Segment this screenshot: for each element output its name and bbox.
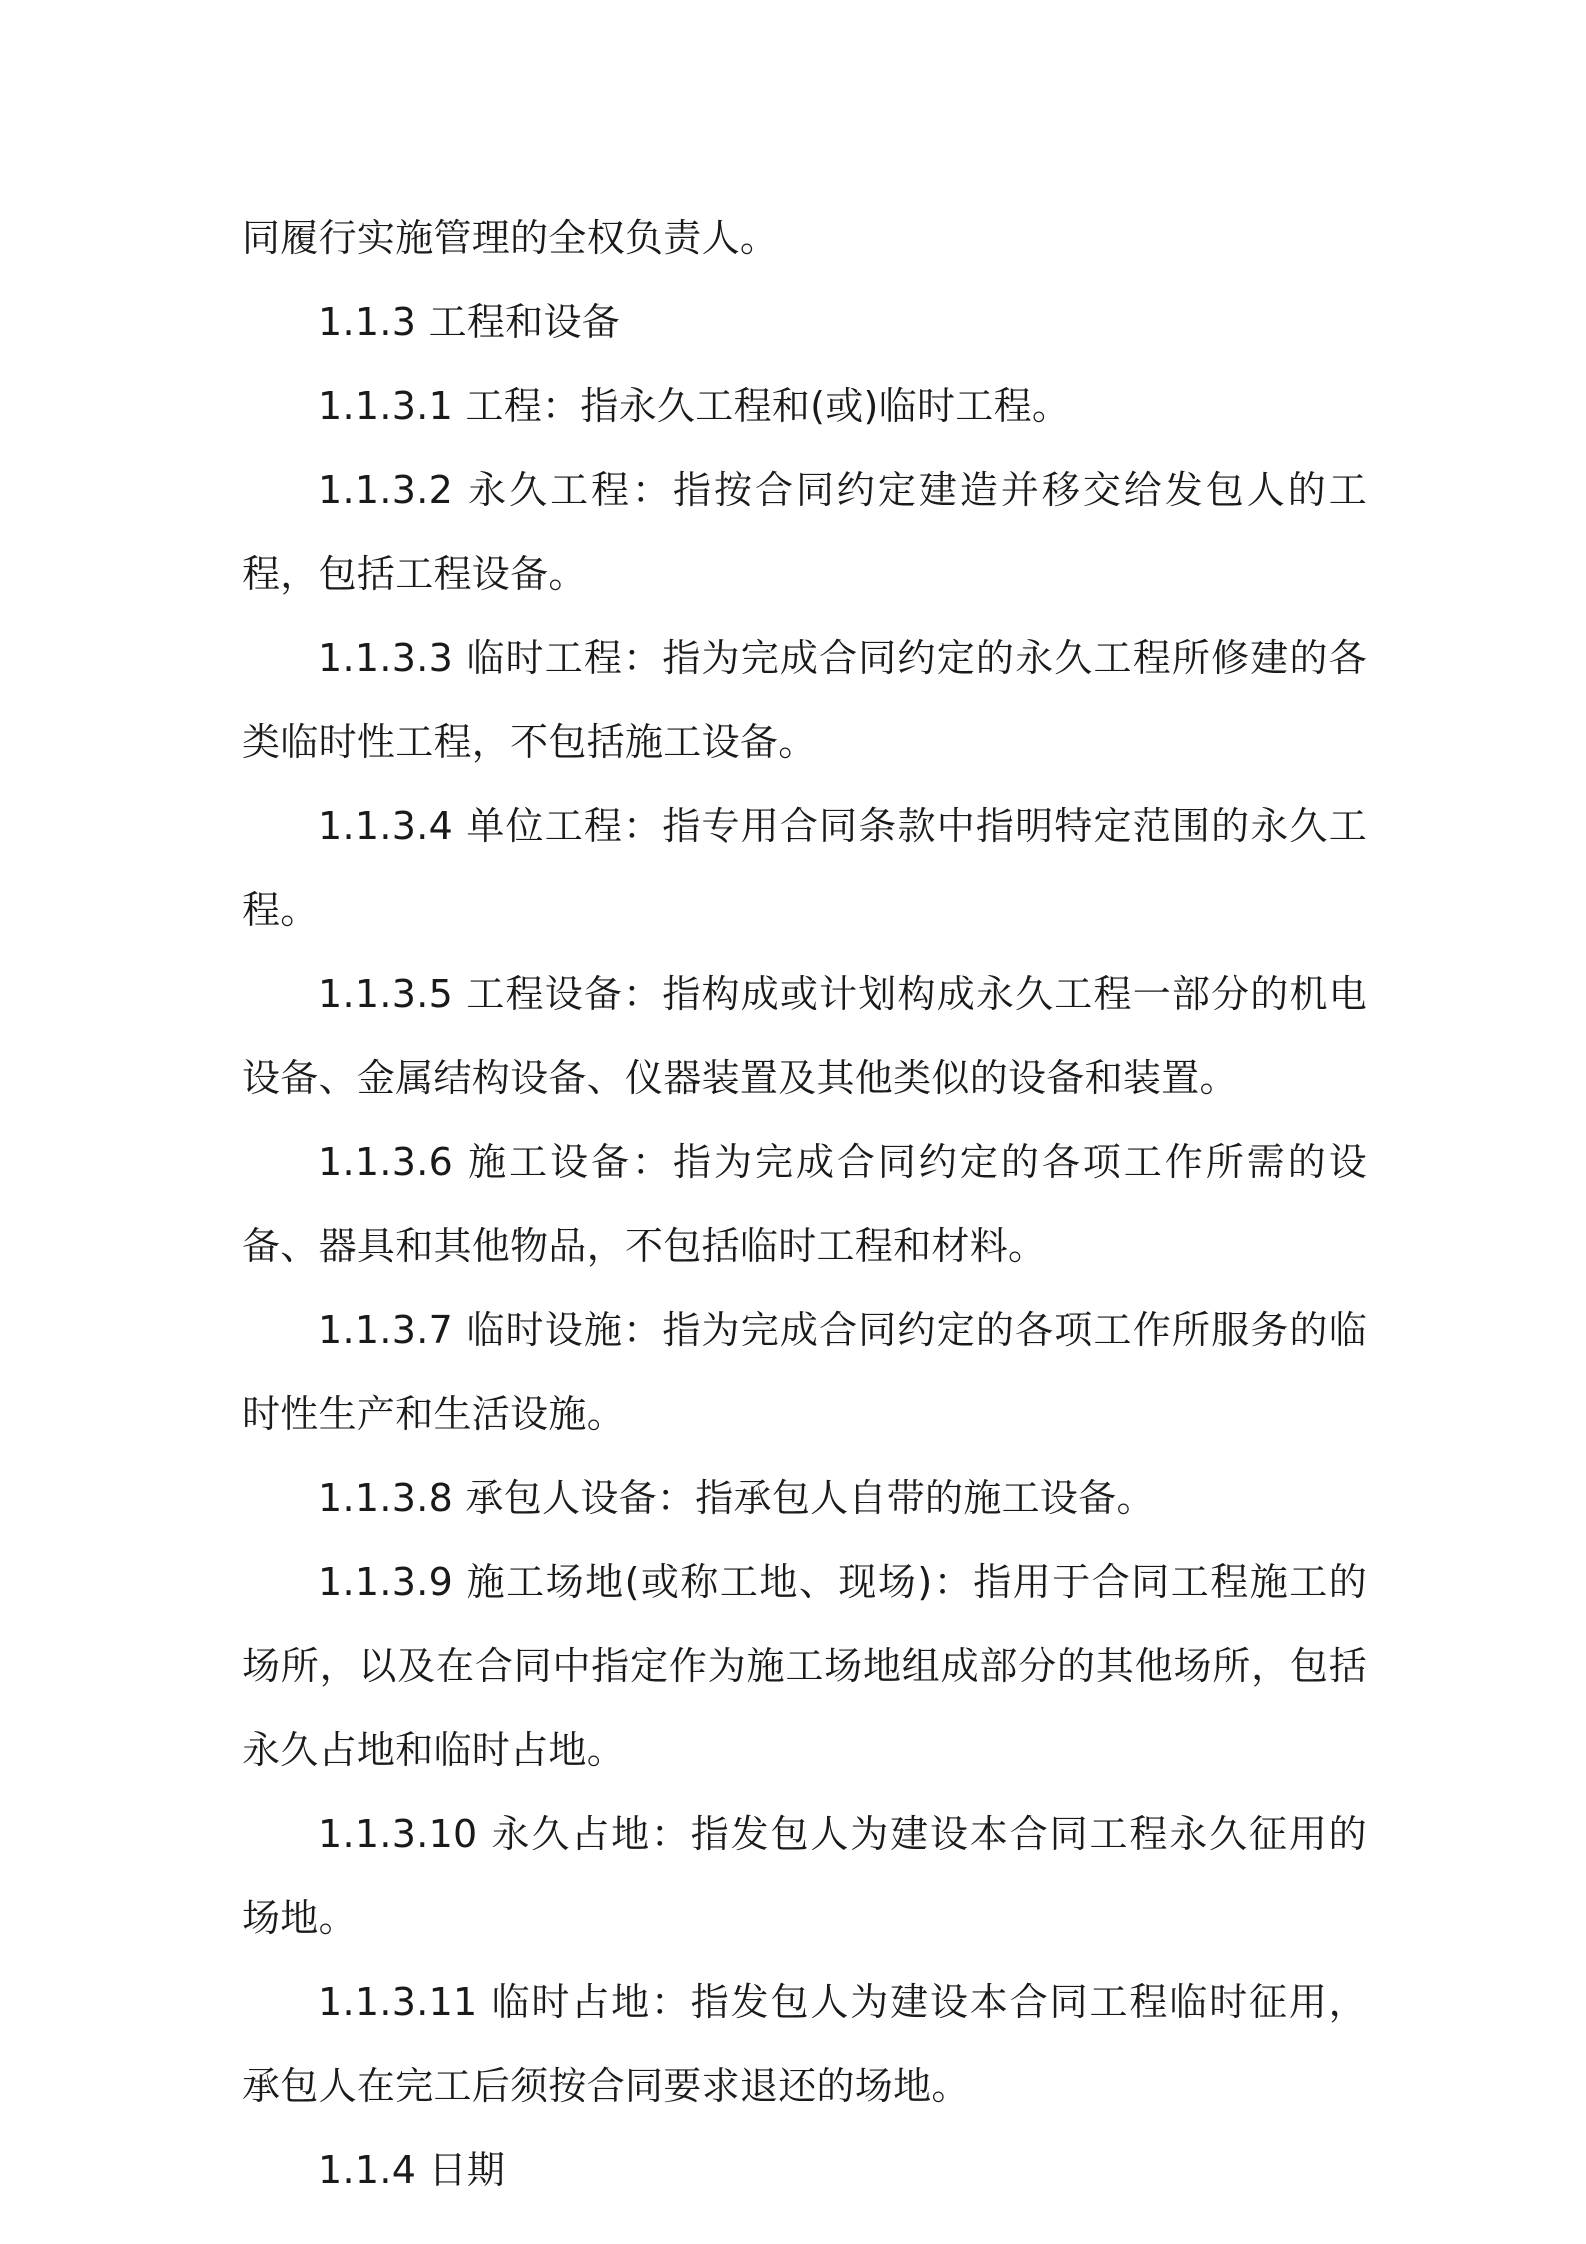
clause-1-1-3-2: 1.1.3.2 永久工程：指按合同约定建造并移交给发包人的工程，包括工程设备。 <box>242 468 1367 596</box>
clause-1-1-3-11: 1.1.3.11 临时占地：指发包人为建设本合同工程临时征用，承包人在完工后须按合同要求退还的场地。 <box>242 1980 1367 2108</box>
clause-1-1-3-6: 1.1.3.6 施工设备：指为完成合同约定的各项工作所需的设备、器具和其他物品，不包括临时工程和材料。 <box>242 1140 1367 1268</box>
clause-1-1-3-9: 1.1.3.9 施工场地(或称工地、现场)：指用于合同工程施工的场所，以及在合同中指定作为施工场地组成部分的其他场所，包括永久占地和临时占地。 <box>242 1560 1367 1772</box>
clause-1-1-3-5: 1.1.3.5 工程设备：指构成或计划构成永久工程一部分的机电设备、金属结构设备、仪器装置及其他类似的设备和装置。 <box>242 972 1367 1100</box>
document-body <box>242 196 1367 2212</box>
clause-1-1-3-8: 1.1.3.8 承包人设备：指承包人自带的施工设备。 <box>318 1476 1155 1520</box>
section-heading-1-1-3: 1.1.3 工程和设备 <box>318 300 621 344</box>
clause-1-1-3-4: 1.1.3.4 单位工程：指专用合同条款中指明特定范围的永久工程。 <box>242 804 1367 932</box>
clause-1-1-3-7: 1.1.3.7 临时设施：指为完成合同约定的各项工作所服务的临时性生产和生活设施。 <box>242 1308 1367 1436</box>
clause-1-1-3-10: 1.1.3.10 永久占地：指发包人为建设本合同工程永久征用的场地。 <box>242 1812 1367 1940</box>
clause-1-1-3-1: 1.1.3.1 工程：指永久工程和(或)临时工程。 <box>318 384 1071 428</box>
paragraph-continuation: 同履行实施管理的全权负责人。 <box>242 216 779 260</box>
clause-1-1-3-3: 1.1.3.3 临时工程：指为完成合同约定的永久工程所修建的各类临时性工程，不包括施工设备。 <box>242 636 1367 764</box>
section-heading-1-1-4: 1.1.4 日期 <box>318 2148 506 2192</box>
